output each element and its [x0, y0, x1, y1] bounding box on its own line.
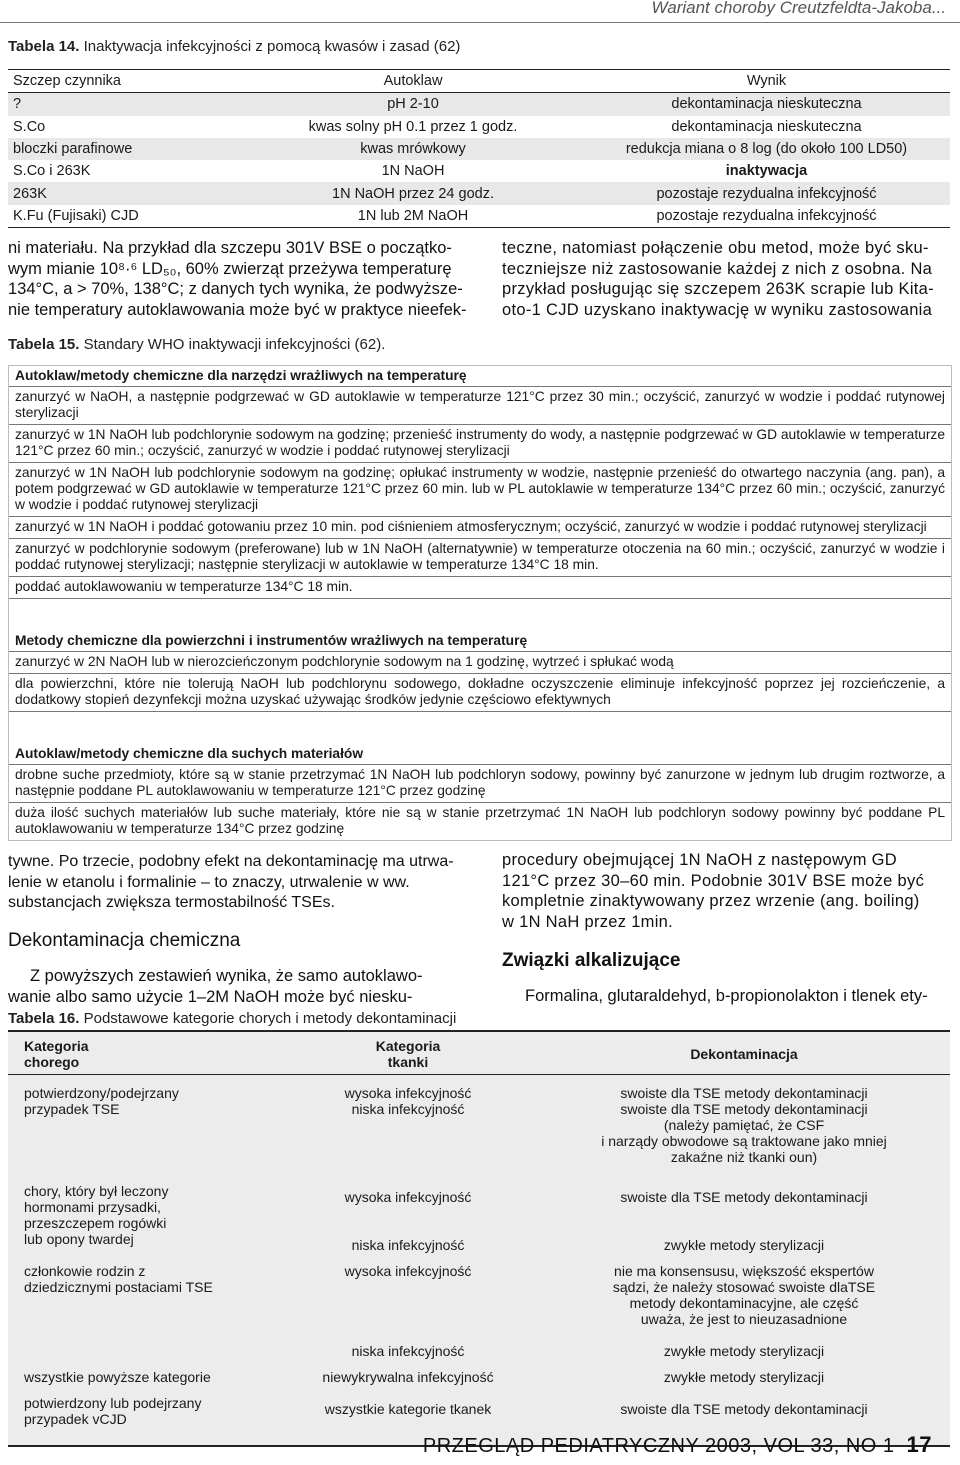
table-cell: 1N NaOH przez 24 godz.	[332, 185, 494, 202]
text-line: ni materiału. Na przykład dla szczepu 301V BSE o początko-	[8, 239, 452, 257]
text-line: nie temperatury autoklawowania może być w praktyce nieefek-	[8, 300, 467, 319]
table-cell: inaktywacja	[725, 163, 808, 180]
list-item: poddać autoklawowaniu w temperaturze 134°C 18 min.	[9, 576, 951, 598]
table-cell: pH 2-10	[387, 96, 439, 113]
body-text-left-1	[8, 238, 468, 320]
text-line: procedury obejmującej 1N NaOH z następowym GD	[502, 851, 897, 869]
text-line: tywne. Po trzecie, podobny efekt na dekontaminację ma utrwa-	[8, 853, 454, 870]
table16-caption-text: Podstawowe kategorie chorych i metody dekontaminacji	[79, 1010, 457, 1027]
text-line: teczne, natomiast połączenie obu metod, może być sku-	[502, 239, 929, 257]
table14-header-cell: Autoklaw	[383, 73, 443, 90]
page-number: 17	[906, 1432, 932, 1457]
table14-caption	[8, 38, 460, 55]
table14-header-cell: Wynik	[746, 73, 787, 90]
table-cell: nie ma konsensusu, większość ekspertów sądzi, że należy stosować swoiste dlaTSE metody dekontaminacyjne, ale część uważa, że jest to nieuzasadnione zwykłe metody sterylizacji	[612, 1263, 876, 1359]
journal-name: PRZEGLĄD PEDIATRYCZNY 2003, VOL 33, NO 1	[422, 1435, 895, 1457]
list-item: zanurzyć w 1N NaOH lub podchlorynie sodowym na godzinę; opłukać instrumenty w wodzie, następnie przenieść do otwartego naczynia (ang. pan), a potem podgrzewać w GD autoklawie w temperaturze 121°C przez 60 min. lub w PL autoklawie w temperaturze 134°C przez 60 min.; oczyścić, zanurzyć w wodzie i poddać rutynowej sterylizacji	[9, 462, 951, 516]
table14-caption-label: Tabela 14.	[8, 38, 80, 55]
table15-caption	[8, 336, 385, 353]
list-item: zanurzyć w 1N NaOH i poddać gotowaniu przez 10 min. pod ciśnieniem atmosferycznym; oczyścić, zanurzyć w wodzie i poddać rutynowej sterylizacji	[9, 516, 951, 538]
table16-header-cell: Dekontaminacja	[690, 1046, 798, 1062]
table16-caption	[8, 1010, 456, 1027]
table-cell: potwierdzony/podejrzany przypadek TSE	[24, 1085, 179, 1117]
table-row	[8, 182, 950, 204]
list-item: zanurzyć w podchlorynie sodowym (preferowane) lub w 1N NaOH (alternatywnie) w temperaturze otoczenia na 60 min.; oczyścić, zanurzyć w wodzie i poddać rutynowej sterylizacji; następnie sterylizacji w autoklawie w temperaturze 134°C 18 min.	[9, 538, 951, 576]
table-row	[8, 1075, 950, 1169]
table14-header-cell: Szczep czynnika	[13, 73, 121, 90]
table15-caption-label: Tabela 15.	[8, 336, 80, 353]
table-cell: K.Fu (Fujisaki) CJD	[13, 207, 139, 224]
table-cell: wszystkie powyższe kategorie	[24, 1369, 211, 1385]
table-cell: S.Co	[13, 118, 46, 135]
table-row	[8, 138, 950, 160]
table-cell: swoiste dla TSE metody dekontaminacji swoiste dla TSE metody dekontaminacji (należy pamiętać, że CSF i narządy obwodowe są traktowane jako mniej zakaźne niż tkanki oun)	[601, 1085, 887, 1165]
page-footer	[423, 1432, 932, 1458]
table-row	[8, 93, 950, 115]
section-gap	[9, 711, 951, 744]
body-text-left-2	[8, 852, 478, 914]
list-item: zanurzyć w 2N NaOH lub w nierozcieńczonym podchlorynie sodowym na 1 godzinę, wytrzeć i spłukać wodą	[9, 651, 951, 673]
table-cell: 263K	[13, 185, 47, 202]
table15-caption-text: Standary WHO inaktywacji infekcyjności (62).	[79, 336, 386, 353]
body-text-left-3	[8, 966, 478, 1007]
text-line: oto-1 CJD uzyskano inaktywację w wyniku zastosowania	[502, 300, 933, 319]
header-rule	[0, 22, 960, 23]
table-cell: członkowie rodzin z dziedzicznymi postaciami TSE	[24, 1263, 213, 1295]
section-title: Autoklaw/metody chemiczne dla suchych materiałów	[15, 746, 364, 761]
table15	[8, 365, 952, 841]
table-row	[8, 1363, 950, 1389]
table-cell: wszystkie kategorie tkanek	[324, 1401, 492, 1417]
body-text-right-3: Formalina, glutaraldehyd, b-propionolakton i tlenek ety-	[525, 987, 928, 1005]
table-cell: wysoka infekcyjność niska infekcyjność	[344, 1189, 472, 1253]
table-row	[8, 116, 950, 138]
table-cell: pozostaje rezydualna infekcyjność	[656, 185, 877, 202]
table-cell: potwierdzony lub podejrzany przypadek vCJD	[24, 1395, 202, 1427]
text-line: substancjach zwiększa termostabilność TSEs.	[8, 894, 335, 911]
table-row	[8, 160, 950, 182]
table-cell: 1N lub 2M NaOH	[357, 207, 469, 224]
table-row	[8, 1169, 950, 1257]
section-gap	[9, 598, 951, 631]
table14-caption-text: Inaktywacja infekcyjności z pomocą kwasów i zasad (62)	[79, 38, 461, 55]
table14	[8, 69, 950, 228]
table-row	[8, 1257, 950, 1363]
table-cell: kwas mrówkowy	[360, 141, 466, 158]
table-cell: dekontaminacja nieskuteczna	[671, 96, 862, 113]
list-item: drobne suche przedmioty, które są w stanie przetrzymać 1N NaOH lub podchloryn sodowy, powinny być zanurzone w jednym lub drugim roztworze, a następnie poddane PL autoklawowaniu w temperaturze 121°C przez godzinę	[9, 764, 951, 802]
table16-header-cell: Kategoria chorego	[24, 1038, 89, 1070]
table-cell: 1N NaOH	[381, 163, 445, 180]
table-cell: niewykrywalna infekcyjność	[322, 1369, 494, 1385]
table-cell: dekontaminacja nieskuteczna	[671, 118, 862, 135]
list-item: duża ilość suchych materiałów lub suche materiały, które nie są w stanie przetrzymać 1N NaOH lub podchloryn sodowy powinny być poddane PL autoklawowaniu w temperaturze 134°C przez godzinę	[9, 802, 951, 840]
table-cell: pozostaje rezydualna infekcyjność	[656, 207, 877, 224]
text-line: wym mianie 10⁸·⁶ LD₅₀, 60% zwierząt przeżywa temperaturę	[8, 259, 452, 278]
table14-bottom-rule	[8, 227, 950, 228]
text-line: kompletnie zinaktywowany przez wrzenie (ang. boiling)	[502, 892, 920, 910]
text-line: w 1N NaH przez 1min.	[502, 912, 674, 931]
list-item: dla powierzchni, które nie tolerują NaOH lub podchlorynu sodowego, dokładne oczyszczenie eliminuje infekcyjność poprzez jej rozcieńczenie, a dodatkowy stopień dezynfekcji można uzyskać używając środków jedynie częściowo efektywnych	[9, 673, 951, 711]
table-cell: S.Co i 263K	[13, 163, 91, 180]
list-item: zanurzyć w NaOH, a następnie podgrzewać w GD autoklawie w temperaturze 121°C przez 30 min.; oczyścić, zanurzyć w wodzie i poddać rutynowej sterylizacji	[9, 386, 951, 424]
table-cell: wysoka infekcyjność niska infekcyjność	[344, 1263, 472, 1359]
table-cell: ?	[13, 96, 22, 113]
text-line: przykład posługując się szczepem 263K scrapie lub Kita-	[502, 280, 934, 298]
running-title: Wariant choroby Creutzfeldta-Jakoba...	[651, 0, 946, 17]
body-text-right-2	[502, 850, 954, 932]
section-heading-dekontaminacja: Dekontaminacja chemiczna	[8, 930, 241, 951]
table-cell: chory, który był leczony hormonami przysadki, przeszczepem rogówki lub opony twardej	[24, 1183, 169, 1247]
table16-header-cell: Kategoria tkanki	[375, 1038, 441, 1070]
text-line: 121°C przez 30–60 min. Podobnie 301V BSE może być	[502, 871, 925, 890]
table16-caption-label: Tabela 16.	[8, 1010, 80, 1027]
table16-header-row	[8, 1032, 950, 1075]
text-line: teczniejsze niż zastosowanie każdej z nich z osobna. Na	[502, 259, 933, 278]
body-text-right-1	[502, 238, 952, 320]
table-cell: swoiste dla TSE metody dekontaminacji	[620, 1401, 868, 1417]
table16	[8, 1030, 950, 1447]
table-cell: swoiste dla TSE metody dekontaminacji zwykłe metody sterylizacji	[620, 1189, 868, 1253]
text-line: wanie albo samo użycie 1–2M NaOH może być niesku-	[8, 987, 413, 1006]
table-cell: kwas solny pH 0.1 przez 1 godz.	[308, 118, 518, 135]
text-line: lenie w etanolu i formalinie – to znaczy, utrwalenie w ww.	[8, 873, 410, 891]
table-cell: redukcja miana o 8 log (do około 100 LD50)	[625, 141, 908, 158]
table-row	[8, 205, 950, 227]
table-cell: zwykłe metody sterylizacji	[663, 1369, 825, 1385]
section-title: Metody chemiczne dla powierzchni i instrumentów wrażliwych na temperaturę	[15, 633, 528, 648]
section-title: Autoklaw/metody chemiczne dla narzędzi wrażliwych na temperaturę	[15, 368, 467, 383]
list-item: zanurzyć w 1N NaOH lub podchlorynie sodowym na godzinę; przenieść instrumenty do wody, a następnie podgrzewać w GD autoklawie w temperaturze 121°C przez 60 min.; oczyścić, zanurzyć w wodzie i poddać rutynowej sterylizacji	[9, 424, 951, 462]
table-cell: bloczki parafinowe	[13, 141, 133, 158]
text-line: Z powyższych zestawień wynika, że samo autoklawo-	[30, 967, 423, 985]
table14-header-row	[8, 70, 950, 92]
section-heading-zwiazki: Związki alkalizujące	[502, 950, 681, 971]
text-line: 134°C, a > 70%, 138°C; z danych tych wynika, że podwyższe-	[8, 280, 463, 298]
table-cell: wysoka infekcyjność niska infekcyjność	[344, 1085, 472, 1117]
